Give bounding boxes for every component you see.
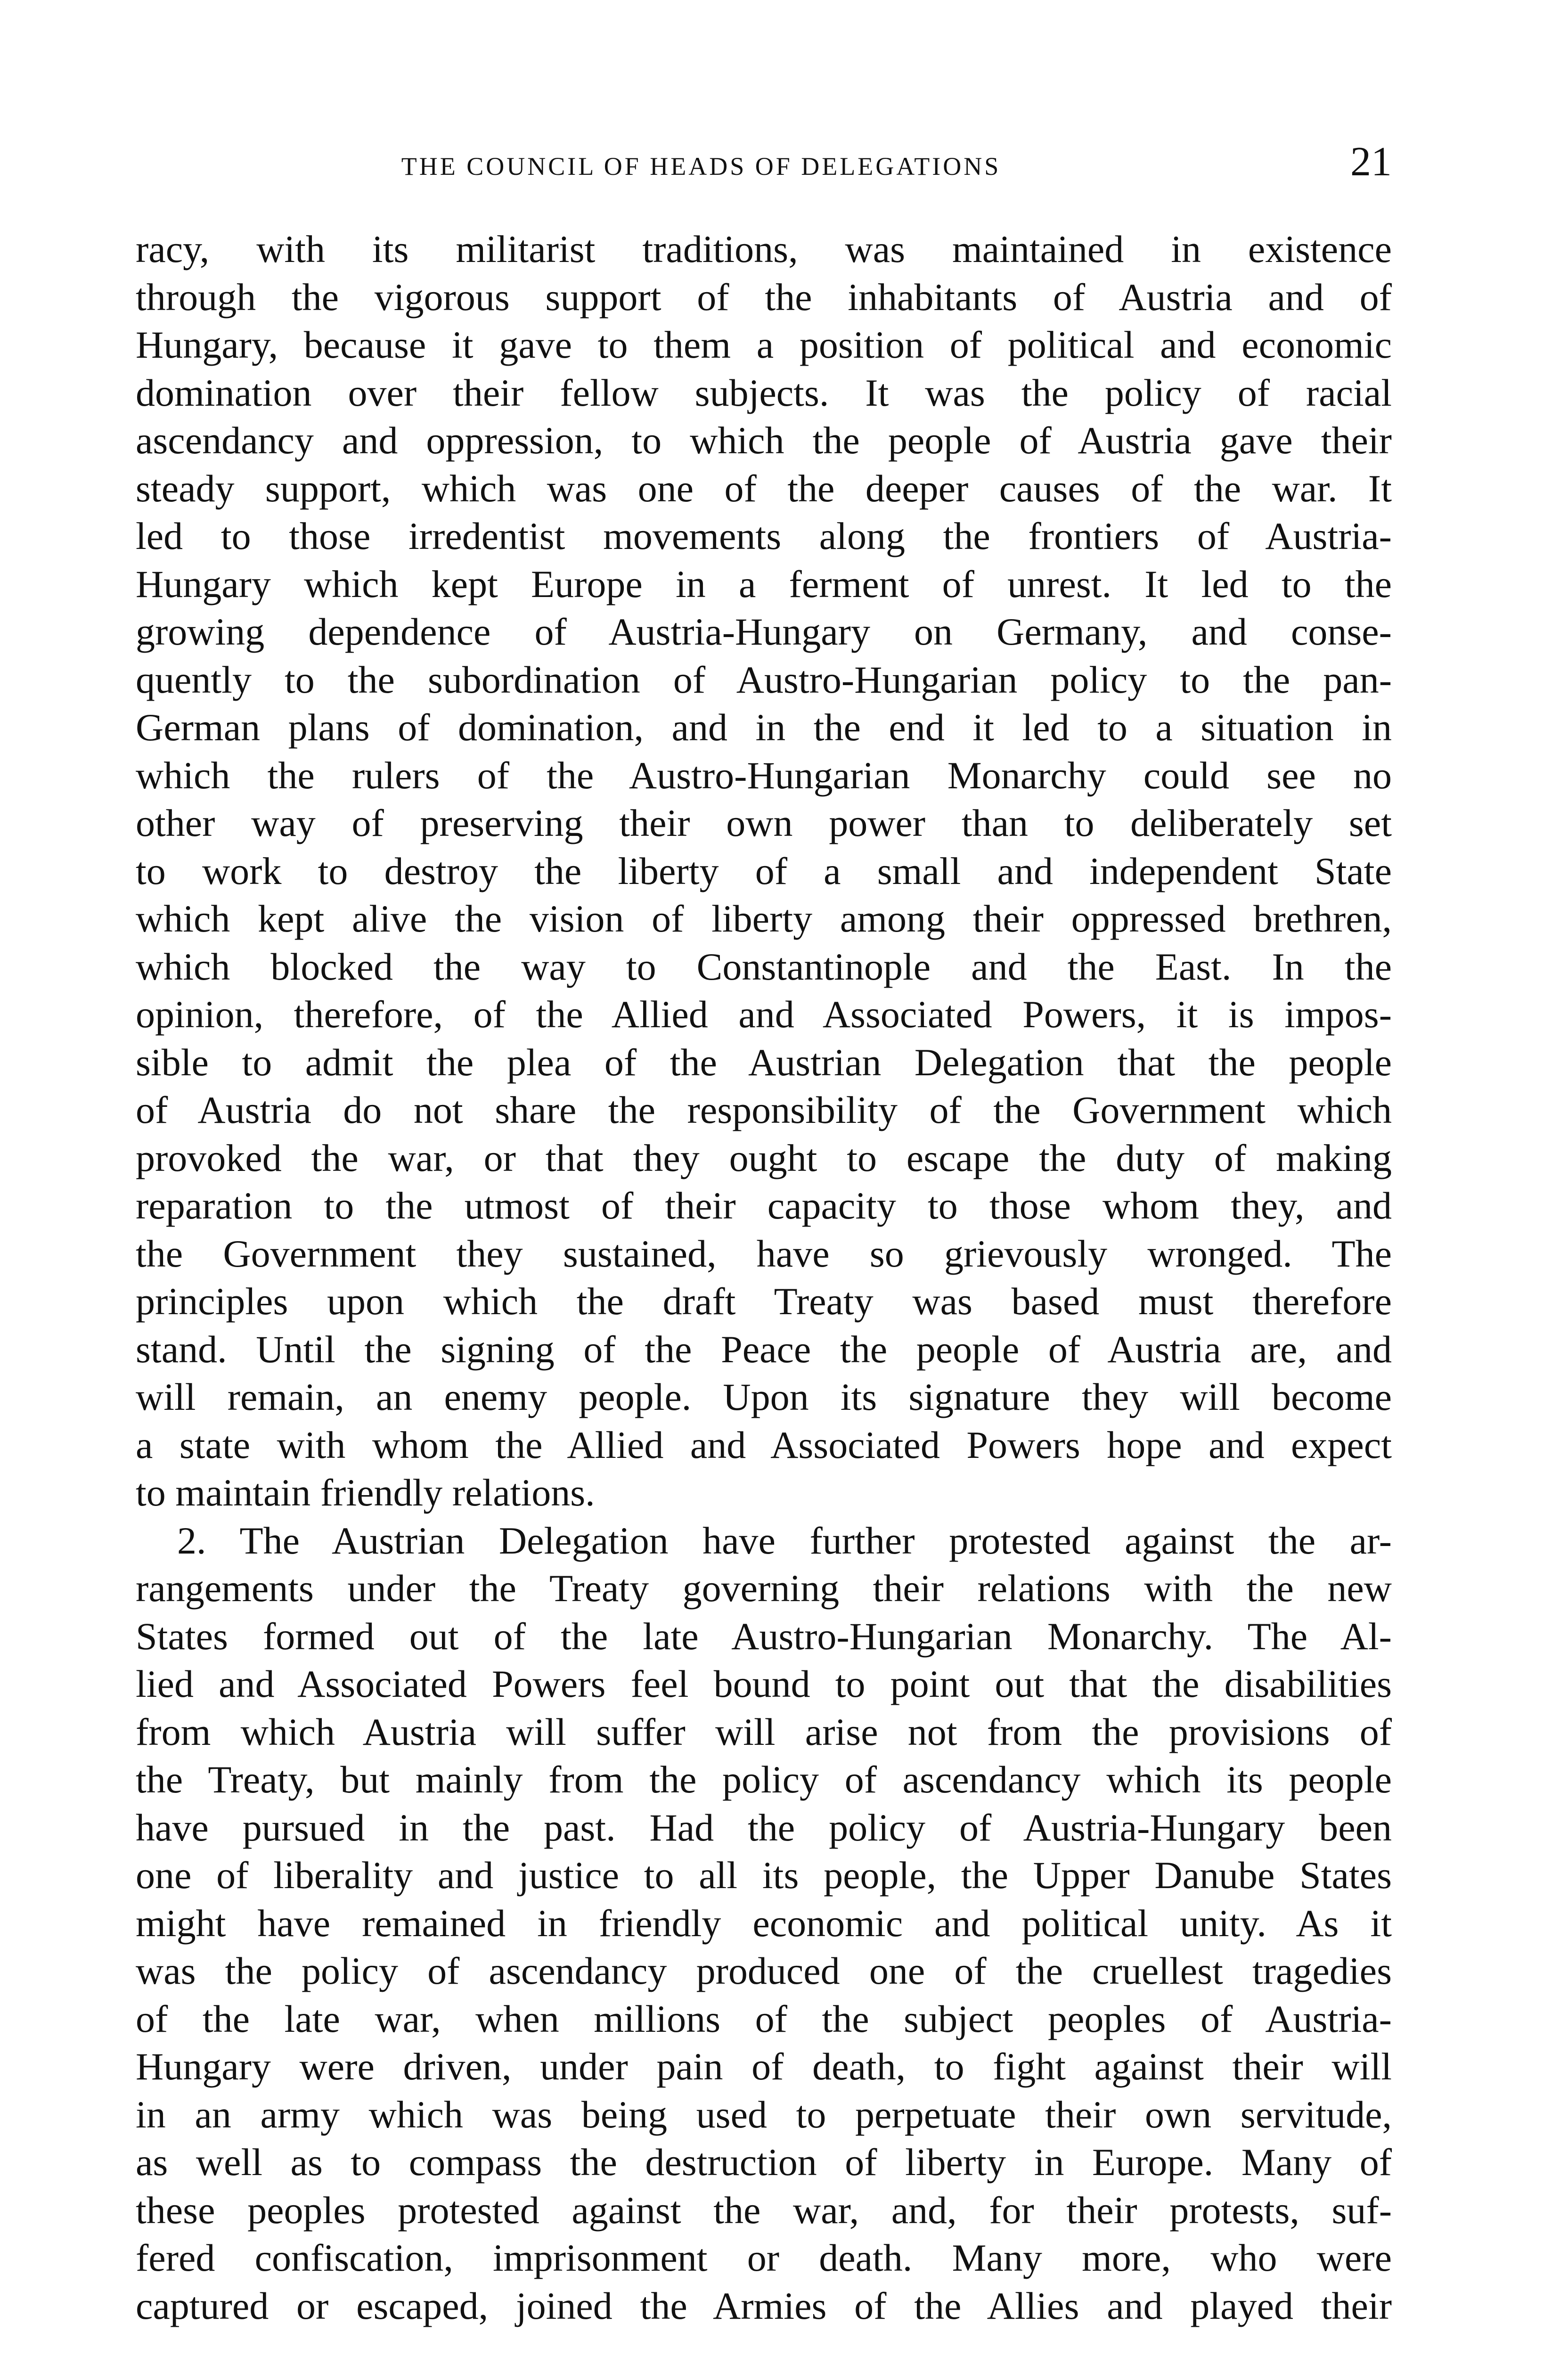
text-line: as well as to compass the destruction of liberty in Europe. Many of <box>136 2141 1392 2184</box>
text-line: which the rulers of the Austro-Hungarian Monarchy could see no <box>136 753 1392 797</box>
text-line: German plans of domination, and in the end it led to a situation in <box>136 706 1392 749</box>
text-line: domination over their fellow subjects. It was the policy of racial <box>136 371 1392 414</box>
text-line: sible to admit the plea of the Austrian Delegation that the people <box>136 1040 1392 1084</box>
paragraph-end-line: to maintain friendly relations. <box>136 1471 595 1514</box>
text-line: was the policy of ascendancy produced one of the cruellest tragedies <box>136 1949 1392 1992</box>
text-line: quently to the subordination of Austro-Hungarian policy to the pan- <box>136 658 1392 701</box>
text-line: through the vigorous support of the inhabitants of Austria and of <box>136 275 1392 319</box>
text-line: other way of preserving their own power than to deliberately set <box>136 802 1392 844</box>
text-line: the Government they sustained, have so grievously wronged. The <box>136 1232 1392 1275</box>
text-line: fered confiscation, imprisonment or death. Many more, who were <box>136 2236 1392 2279</box>
page-number: 21 <box>1350 139 1392 185</box>
text-line: rangements under the Treaty governing their relations with the new <box>136 1567 1392 1610</box>
text-line: which blocked the way to Constantinople and the East. In the <box>136 945 1392 988</box>
text-line: have pursued in the past. Had the policy of Austria-Hungary been <box>136 1806 1392 1849</box>
text-line: led to those irredentist movements along the frontiers of Austria- <box>136 515 1392 557</box>
text-line: in an army which was being used to perpetuate their own servitude, <box>136 2093 1392 2136</box>
text-line: States formed out of the late Austro-Hungarian Monarchy. The Al- <box>136 1614 1392 1658</box>
text-line: lied and Associated Powers feel bound to point out that the disabilities <box>136 1662 1392 1705</box>
text-line: a state with whom the Allied and Associated Powers hope and expect <box>136 1423 1392 1466</box>
text-line: opinion, therefore, of the Allied and Associated Powers, it is impos- <box>136 993 1392 1036</box>
text-line: might have remained in friendly economic and political unity. As it <box>136 1901 1392 1945</box>
text-line: provoked the war, or that they ought to escape the duty of making <box>136 1136 1392 1179</box>
body-text <box>136 225 1392 2330</box>
text-line: growing dependence of Austria-Hungary on Germany, and conse- <box>136 610 1392 653</box>
text-line: stand. Until the signing of the Peace the people of Austria are, and <box>136 1327 1392 1371</box>
text-line: from which Austria will suffer will arise not from the provisions of <box>136 1710 1392 1753</box>
paragraph-start-line: 2. The Austrian Delegation have further protested against the ar- <box>177 1519 1392 1562</box>
text-line: ascendancy and oppression, to which the people of Austria gave their <box>136 419 1392 462</box>
text-line: principles upon which the draft Treaty was based must therefore <box>136 1280 1392 1323</box>
text-line: of the late war, when millions of the subject peoples of Austria- <box>136 1997 1392 2040</box>
text-line: Hungary which kept Europe in a ferment of unrest. It led to the <box>136 562 1392 605</box>
text-line: to work to destroy the liberty of a small and independent State <box>136 849 1392 892</box>
text-line: the Treaty, but mainly from the policy of ascendancy which its people <box>136 1758 1392 1801</box>
text-line: reparation to the utmost of their capacity to those whom they, and <box>136 1184 1392 1227</box>
text-line: Hungary, because it gave to them a position of political and economic <box>136 323 1392 366</box>
text-line: steady support, which was one of the deeper causes of the war. It <box>136 466 1392 510</box>
text-line: one of liberality and justice to all its people, the Upper Danube States <box>136 1854 1392 1897</box>
text-line: will remain, an enemy people. Upon its signature they will become <box>136 1375 1392 1418</box>
text-line: captured or escaped, joined the Armies of the Allies and played their <box>136 2284 1392 2327</box>
text-line: which kept alive the vision of liberty among their oppressed brethren, <box>136 897 1392 940</box>
text-line: racy, with its militarist traditions, was maintained in existence <box>136 228 1392 270</box>
running-head <box>136 141 1392 198</box>
text-line: these peoples protested against the war, and, for their protests, suf- <box>136 2188 1392 2232</box>
text-line: of Austria do not share the responsibility of the Government which <box>136 1088 1392 1131</box>
text-line: Hungary were driven, under pain of death, to fight against their will <box>136 2045 1392 2088</box>
running-title: THE COUNCIL OF HEADS OF DELEGATIONS <box>401 152 1001 180</box>
